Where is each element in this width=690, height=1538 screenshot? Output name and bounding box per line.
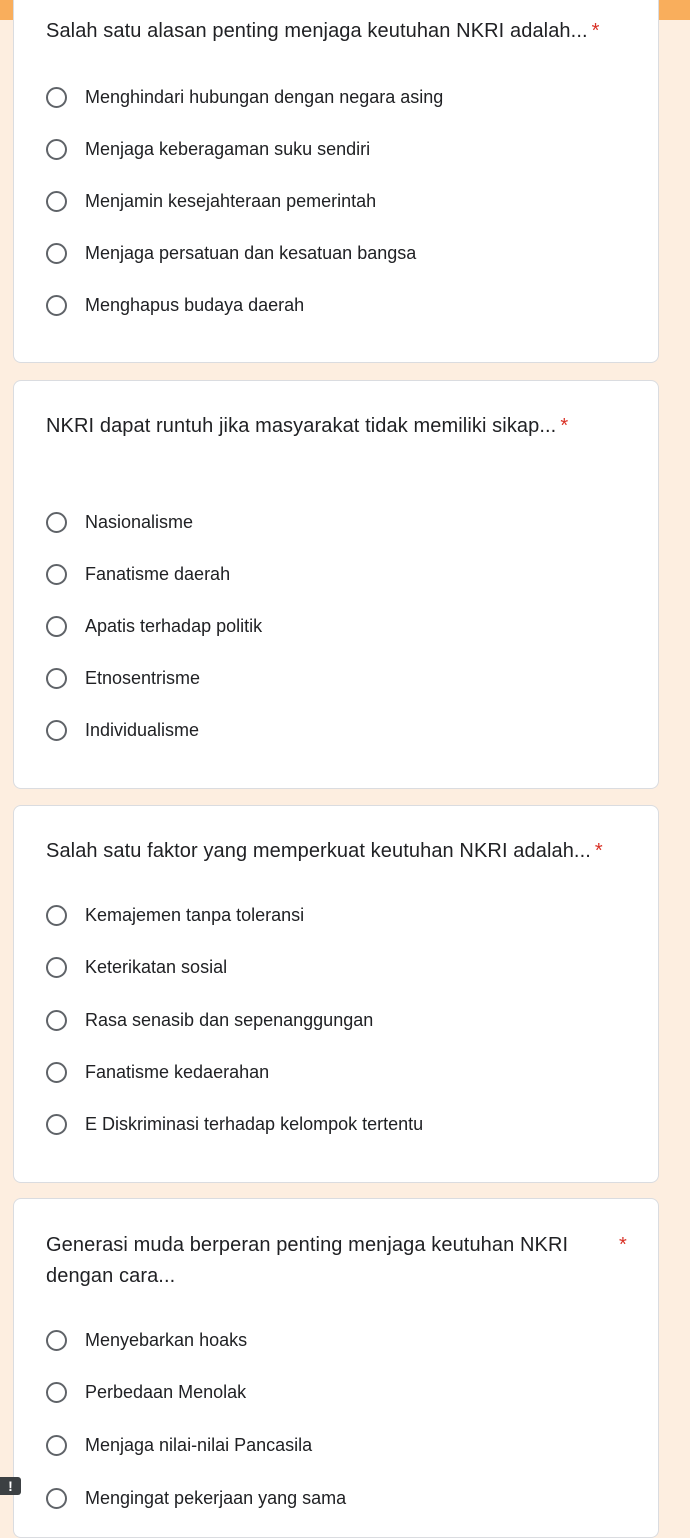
radio-button[interactable] (46, 668, 67, 689)
radio-option[interactable] (46, 1430, 312, 1460)
question-title-text: Salah satu faktor yang memperkuat keutuhan NKRI adalah... (46, 840, 591, 862)
question-title-line-2: dengan cara... (46, 1265, 176, 1287)
radio-option-label: Kemajemen tanpa toleransi (85, 904, 305, 925)
radio-option[interactable] (46, 1109, 423, 1139)
radio-option-label: Menjaga keberagaman suku sendiri (85, 138, 371, 159)
radio-option[interactable] (46, 1377, 246, 1407)
radio-option[interactable] (46, 611, 262, 641)
radio-button[interactable] (46, 1114, 67, 1135)
radio-option-label: Menghapus budaya daerah (85, 294, 305, 315)
radio-option-label: Individualisme (85, 719, 200, 740)
radio-button[interactable] (46, 139, 67, 160)
radio-button[interactable] (46, 1488, 67, 1509)
required-asterisk: * (560, 415, 569, 437)
radio-option-label: Menjamin kesejahteraan pemerintah (85, 190, 377, 211)
radio-option-label: Etnosentrisme (85, 667, 201, 688)
radio-option[interactable] (46, 715, 199, 745)
question-title-1 (46, 16, 600, 47)
radio-button[interactable] (46, 1062, 67, 1083)
required-asterisk: * (594, 840, 603, 862)
radio-option-label: Menjaga persatuan dan kesatuan bangsa (85, 242, 417, 263)
question-card-4 (13, 1198, 659, 1538)
radio-option-label: Keterikatan sosial (85, 956, 228, 977)
radio-option[interactable] (46, 186, 376, 216)
radio-option-label: E Diskriminasi terhadap kelompok tertentu (85, 1113, 424, 1134)
radio-option[interactable] (46, 134, 370, 164)
radio-button[interactable] (46, 243, 67, 264)
radio-button[interactable] (46, 1435, 67, 1456)
required-asterisk: * (591, 20, 600, 42)
question-card-3 (13, 805, 659, 1183)
question-card-2 (13, 380, 659, 789)
radio-button[interactable] (46, 720, 67, 741)
radio-button[interactable] (46, 616, 67, 637)
radio-option-label: Fanatisme daerah (85, 563, 231, 584)
radio-option[interactable] (46, 238, 416, 268)
radio-option[interactable] (46, 1325, 247, 1355)
radio-button[interactable] (46, 87, 67, 108)
radio-option[interactable] (46, 1057, 269, 1087)
radio-button[interactable] (46, 1382, 67, 1403)
radio-option-label: Menyebarkan hoaks (85, 1329, 248, 1350)
radio-option[interactable] (46, 82, 443, 112)
radio-option[interactable] (46, 1483, 346, 1513)
radio-option-label: Fanatisme kedaerahan (85, 1061, 270, 1082)
radio-button[interactable] (46, 1010, 67, 1031)
radio-option-label: Mengingat pekerjaan yang sama (85, 1487, 347, 1508)
radio-option-label: Apatis terhadap politik (85, 615, 263, 636)
radio-option[interactable] (46, 559, 230, 589)
question-card-1 (13, 0, 659, 363)
required-asterisk: * (619, 1234, 627, 1256)
radio-option[interactable] (46, 900, 304, 930)
radio-option[interactable] (46, 1005, 373, 1035)
radio-option[interactable] (46, 507, 193, 537)
radio-button[interactable] (46, 295, 67, 316)
radio-option[interactable] (46, 952, 227, 982)
radio-option-label: Menghindari hubungan dengan negara asing (85, 86, 444, 107)
radio-option-label: Rasa senasib dan sepenanggungan (85, 1009, 374, 1030)
radio-button[interactable] (46, 905, 67, 926)
question-title-4-line-2 (46, 1261, 175, 1292)
alert-icon[interactable]: ! (0, 1477, 21, 1495)
radio-button[interactable] (46, 564, 67, 585)
question-title-2 (46, 411, 568, 442)
question-title-3 (46, 836, 603, 867)
question-title-text: NKRI dapat runtuh jika masyarakat tidak memiliki sikap... (46, 415, 557, 437)
question-title-text: Salah satu alasan penting menjaga keutuhan NKRI adalah... (46, 20, 588, 42)
radio-option-label: Perbedaan Menolak (85, 1381, 247, 1402)
radio-option-label: Menjaga nilai-nilai Pancasila (85, 1434, 313, 1455)
radio-button[interactable] (46, 957, 67, 978)
radio-option[interactable] (46, 290, 304, 320)
question-title-line-1: Generasi muda berperan penting menjaga keutuhan NKRI (46, 1234, 569, 1256)
radio-button[interactable] (46, 1330, 67, 1351)
radio-option-label: Nasionalisme (85, 511, 194, 532)
radio-button[interactable] (46, 512, 67, 533)
question-title-4 (46, 1230, 568, 1261)
radio-button[interactable] (46, 191, 67, 212)
radio-option[interactable] (46, 663, 200, 693)
